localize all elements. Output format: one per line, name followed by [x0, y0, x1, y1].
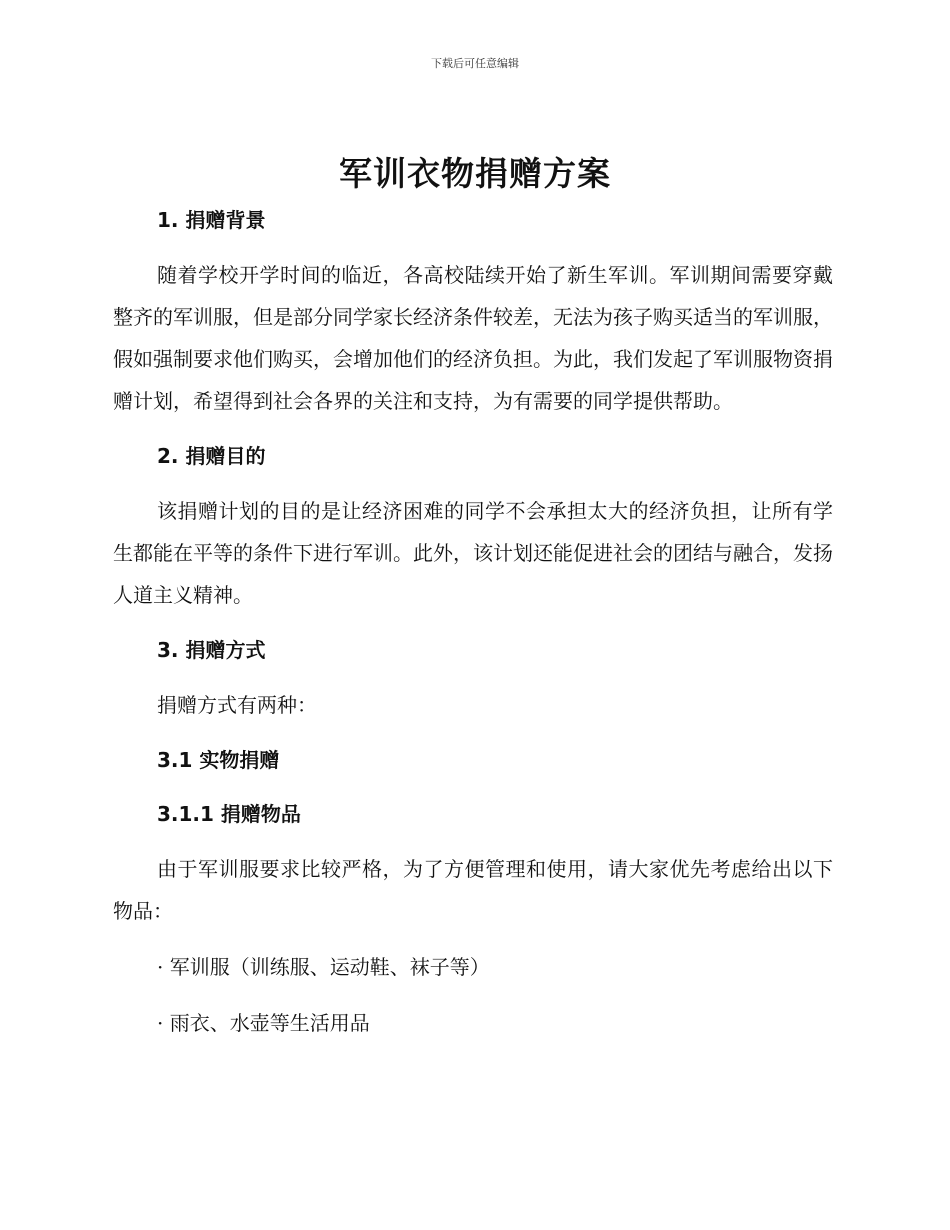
- section-heading-method: 3. 捐赠方式: [157, 638, 266, 662]
- subsection-heading-physical: 3.1 实物捐赠: [157, 748, 280, 772]
- section-heading-background: 1. 捐赠背景: [157, 208, 266, 232]
- document-body: [113, 200, 833, 1044]
- document-title: 军训衣物捐赠方案: [339, 154, 611, 193]
- paragraph-items: 由于军训服要求比较严格，为了方便管理和使用，请大家优先考虑给出以下物品：: [113, 857, 833, 923]
- subsection-heading-items: 3.1.1 捐赠物品: [157, 802, 301, 826]
- paragraph-background: 随着学校开学时间的临近，各高校陆续开始了新生军训。军训期间需要穿戴整齐的军训服，但是部分同学家长经济条件较差，无法为孩子购买适当的军训服，假如强制要求他们购买，会增加他们的经济负担。为此，我们发起了军训服物资捐赠计划，希望得到社会各界的关注和支持，为有需要的同学提供帮助。: [113, 263, 833, 413]
- list-item: · 军训服（训练服、运动鞋、袜子等）: [157, 955, 490, 979]
- section-heading-purpose: 2. 捐赠目的: [157, 444, 266, 468]
- list-item: · 雨衣、水壶等生活用品: [157, 1011, 370, 1035]
- paragraph-method: 捐赠方式有两种：: [157, 693, 317, 717]
- header-note: 下载后可任意编辑: [431, 57, 519, 70]
- paragraph-purpose: 该捐赠计划的目的是让经济困难的同学不会承担太大的经济负担，让所有学生都能在平等的条件下进行军训。此外，该计划还能促进社会的团结与融合，发扬人道主义精神。: [113, 499, 833, 607]
